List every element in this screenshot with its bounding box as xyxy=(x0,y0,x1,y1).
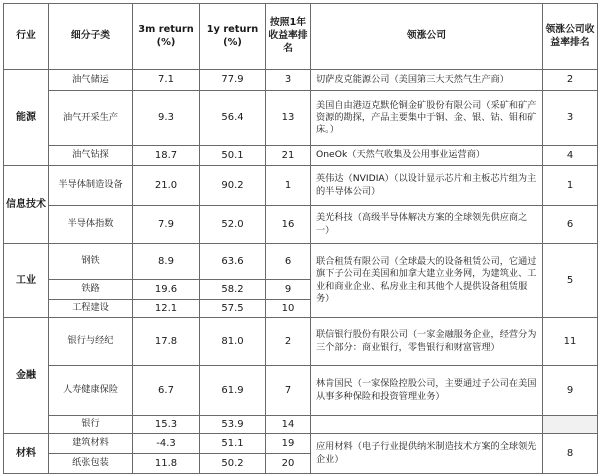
leader-rank-cell: 8 xyxy=(543,434,598,474)
leader-cell: 切萨皮克能源公司（美国第三大天然气生产商） xyxy=(311,70,543,91)
leader-cell: 英伟达（NVIDIA）（以设计显示芯片和主板芯片组为主的半导体公司） xyxy=(311,166,543,206)
rank-cell: 13 xyxy=(266,91,311,146)
return-1y-cell: 77.9 xyxy=(200,70,266,91)
return-3m-cell: 19.6 xyxy=(133,280,200,300)
rank-cell: 3 xyxy=(266,70,311,91)
table-row xyxy=(4,91,598,146)
return-3m-cell: 9.3 xyxy=(133,91,200,146)
return-1y-cell: 61.9 xyxy=(200,366,266,416)
leader-rank-cell: 5 xyxy=(543,244,598,318)
category-it: 信息技术 xyxy=(4,166,49,244)
sector-returns-table xyxy=(3,3,598,474)
rank-cell: 10 xyxy=(266,300,311,318)
leader-rank-cell: 9 xyxy=(543,366,598,416)
table-row xyxy=(4,166,598,206)
return-1y-cell: 58.2 xyxy=(200,280,266,300)
subsector-cell: 银行与经纪 xyxy=(49,318,133,366)
leader-rank-cell: 3 xyxy=(543,91,598,146)
return-3m-cell: -4.3 xyxy=(133,434,200,454)
rank-cell: 1 xyxy=(266,166,311,206)
rank-cell: 6 xyxy=(266,244,311,280)
subsector-cell: 人寿健康保险 xyxy=(49,366,133,416)
rank-cell: 19 xyxy=(266,434,311,454)
return-1y-cell: 63.6 xyxy=(200,244,266,280)
return-3m-cell: 18.7 xyxy=(133,146,200,166)
header-industry: 行业 xyxy=(4,4,49,70)
leader-cell: 林肯国民（一家保险控股公司，主要通过子公司在美国从事多种保险和投资管理业务） xyxy=(311,366,543,416)
subsector-cell: 银行 xyxy=(49,416,133,434)
table-row xyxy=(4,434,598,454)
leader-rank-cell: 6 xyxy=(543,206,598,244)
subsector-cell: 半导体制造设备 xyxy=(49,166,133,206)
leader-cell: OneOk（天然气收集及公用事业运营商） xyxy=(311,146,543,166)
leader-cell: 应用材料（电子行业提供纳米制造技术方案的全球领先企业） xyxy=(311,434,543,474)
leader-rank-cell: 1 xyxy=(543,166,598,206)
leader-cell: 联合租赁有限公司（全球最大的设备租赁公司，它通过旗下子公司在美国和加拿大建立业务网，为建筑业、工业和商业企业、私房业主和其他个人提供设备租赁服务） xyxy=(311,244,543,318)
header-3m-return: 3m return (%) xyxy=(133,4,200,70)
return-1y-cell: 57.5 xyxy=(200,300,266,318)
subsector-cell: 工程建设 xyxy=(49,300,133,318)
table-row xyxy=(4,366,598,416)
header-leader-rank: 领涨公司收益率排名 xyxy=(543,4,598,70)
return-1y-cell: 50.2 xyxy=(200,454,266,474)
return-1y-cell: 90.2 xyxy=(200,166,266,206)
leader-cell: 美光科技（高级半导体解决方案的全球领先供应商之一） xyxy=(311,206,543,244)
category-finance: 金融 xyxy=(4,318,49,434)
header-subsector: 细分子类 xyxy=(49,4,133,70)
subsector-cell: 建筑材料 xyxy=(49,434,133,454)
subsector-cell: 油气开采生产 xyxy=(49,91,133,146)
rank-cell: 21 xyxy=(266,146,311,166)
return-3m-cell: 7.1 xyxy=(133,70,200,91)
return-3m-cell: 12.1 xyxy=(133,300,200,318)
leader-rank-cell: 2 xyxy=(543,70,598,91)
return-1y-cell: 51.1 xyxy=(200,434,266,454)
subsector-cell: 半导体指数 xyxy=(49,206,133,244)
leader-rank-cell: 11 xyxy=(543,318,598,366)
category-materials: 材料 xyxy=(4,434,49,474)
header-1y-return: 1y return (%) xyxy=(200,4,266,70)
leader-rank-cell: 4 xyxy=(543,146,598,166)
subsector-cell: 油气钻探 xyxy=(49,146,133,166)
subsector-cell: 铁路 xyxy=(49,280,133,300)
return-3m-cell: 6.7 xyxy=(133,366,200,416)
return-3m-cell: 7.9 xyxy=(133,206,200,244)
subsector-cell: 钢铁 xyxy=(49,244,133,280)
leader-cell: 美国自由港迈克默伦铜金矿股份有限公司（采矿和矿产资源的勘探，产品主要集中于铜、金、银、钴、钼和矿床。） xyxy=(311,91,543,146)
rank-cell: 7 xyxy=(266,366,311,416)
return-1y-cell: 81.0 xyxy=(200,318,266,366)
table-row xyxy=(4,416,598,434)
header-rank-by-1y: 按照1年收益率排名 xyxy=(266,4,311,70)
leader-cell: 联信银行股份有限公司（一家金融服务企业，经营分为三个部分：商业银行，零售银行和财富管理） xyxy=(311,318,543,366)
return-1y-cell: 52.0 xyxy=(200,206,266,244)
table-row xyxy=(4,146,598,166)
subsector-cell: 纸张包装 xyxy=(49,454,133,474)
rank-cell: 16 xyxy=(266,206,311,244)
rank-cell: 20 xyxy=(266,454,311,474)
header-leading-company: 领涨公司 xyxy=(311,4,543,70)
return-1y-cell: 56.4 xyxy=(200,91,266,146)
return-3m-cell: 15.3 xyxy=(133,416,200,434)
leader-cell xyxy=(311,416,543,434)
header-row xyxy=(4,4,598,70)
category-energy: 能源 xyxy=(4,70,49,166)
rank-cell: 14 xyxy=(266,416,311,434)
table-row xyxy=(4,206,598,244)
rank-cell: 9 xyxy=(266,280,311,300)
leader-rank-cell-empty xyxy=(543,416,598,434)
return-3m-cell: 17.8 xyxy=(133,318,200,366)
return-3m-cell: 21.0 xyxy=(133,166,200,206)
table-row xyxy=(4,70,598,91)
table-row xyxy=(4,318,598,366)
return-1y-cell: 53.9 xyxy=(200,416,266,434)
table-row xyxy=(4,244,598,280)
return-1y-cell: 50.1 xyxy=(200,146,266,166)
subsector-cell: 油气储运 xyxy=(49,70,133,91)
category-industrial: 工业 xyxy=(4,244,49,318)
return-3m-cell: 11.8 xyxy=(133,454,200,474)
return-3m-cell: 8.9 xyxy=(133,244,200,280)
rank-cell: 2 xyxy=(266,318,311,366)
